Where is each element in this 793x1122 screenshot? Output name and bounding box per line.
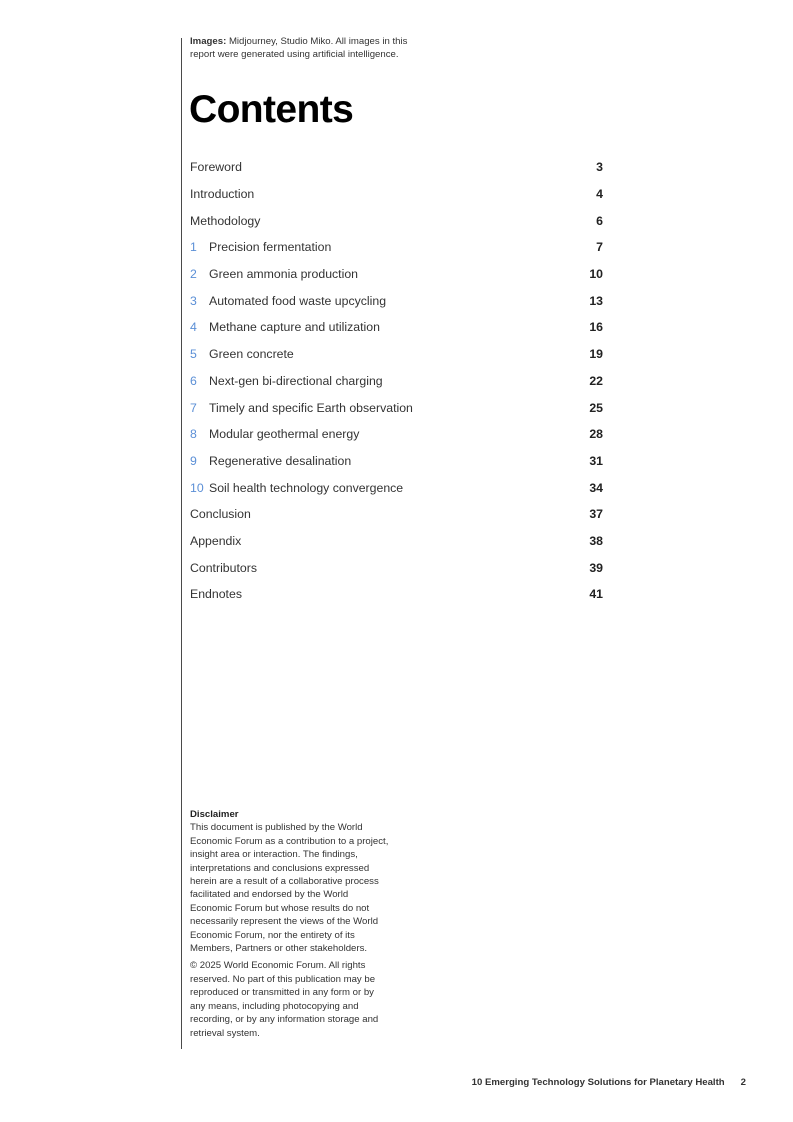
toc-entry-label: Soil health technology convergence bbox=[209, 480, 404, 495]
toc-entry-page-number: 39 bbox=[589, 560, 603, 575]
toc-entry-page-number: 28 bbox=[589, 427, 603, 442]
toc-entry-page-number: 22 bbox=[589, 373, 603, 388]
toc-entry[interactable] bbox=[190, 394, 603, 421]
toc-entry[interactable] bbox=[190, 421, 603, 448]
toc-entry[interactable] bbox=[190, 554, 603, 581]
toc-entry-page-number: 31 bbox=[589, 453, 603, 468]
toc-entry-label: Timely and specific Earth observation bbox=[209, 400, 413, 415]
toc-entry-page-number: 4 bbox=[596, 187, 603, 202]
toc-entry-page-number: 37 bbox=[589, 507, 603, 522]
toc-entry-page-number: 38 bbox=[589, 533, 603, 548]
toc-entry[interactable] bbox=[190, 581, 603, 608]
toc-entry[interactable] bbox=[190, 341, 603, 368]
toc-entry-number: 8 bbox=[190, 427, 197, 442]
toc-entry-label: Contributors bbox=[190, 560, 257, 575]
toc-entry-page-number: 16 bbox=[589, 320, 603, 335]
toc-entry-number: 3 bbox=[190, 293, 197, 308]
disclaimer-heading: Disclaimer bbox=[190, 809, 239, 820]
toc-entry-label: Green concrete bbox=[209, 347, 294, 362]
toc-entry-page-number: 19 bbox=[589, 347, 603, 362]
toc-entry[interactable] bbox=[190, 501, 603, 528]
toc-entry-page-number: 3 bbox=[596, 160, 603, 175]
copyright-notice: © 2025 World Economic Forum. All rights reserved. No part of this publication may be reproduced or transmitted in any form or by any means, including photocopying and recording, or by any information storage and retrieval system. bbox=[190, 960, 379, 1039]
credits-text: Midjourney, Studio Miko. All images in this report were generated using artificial intelligence. bbox=[190, 36, 408, 60]
toc-entry[interactable] bbox=[190, 528, 603, 555]
disclaimer-body: This document is published by the World Economic Forum as a contribution to a project, insight area or interaction. The findings, interpretations and conclusions expressed herein are a result of a collaborative process facilitated and endorsed by the World Economic Forum but whose results do not necessarily represent the views of the World Economic Forum, nor the entirety of its Members, Partners or other stakeholders. bbox=[190, 822, 389, 955]
toc-entry-number: 4 bbox=[190, 320, 197, 335]
toc-entry-page-number: 25 bbox=[589, 400, 603, 415]
table-of-contents bbox=[190, 154, 603, 608]
toc-entry-page-number: 41 bbox=[589, 587, 603, 602]
toc-entry-number: 6 bbox=[190, 373, 197, 388]
disclaimer bbox=[190, 808, 390, 1040]
page-footer bbox=[472, 1077, 746, 1088]
toc-entry-label: Introduction bbox=[190, 187, 255, 202]
toc-entry[interactable] bbox=[190, 181, 603, 208]
toc-entry-number: 7 bbox=[190, 400, 197, 415]
toc-entry-label: Methane capture and utilization bbox=[209, 320, 380, 335]
toc-entry-label: Conclusion bbox=[190, 507, 251, 522]
toc-entry[interactable] bbox=[190, 448, 603, 475]
toc-entry-label: Regenerative desalination bbox=[209, 453, 352, 468]
toc-entry-number: 1 bbox=[190, 240, 197, 255]
toc-entry-label: Green ammonia production bbox=[209, 267, 359, 282]
toc-entry[interactable] bbox=[190, 314, 603, 341]
toc-entry-label: Foreword bbox=[190, 160, 242, 175]
toc-entry-label: Endnotes bbox=[190, 587, 242, 602]
toc-entry[interactable] bbox=[190, 261, 603, 288]
toc-entry-number: 5 bbox=[190, 347, 197, 362]
toc-entry[interactable] bbox=[190, 207, 603, 234]
toc-entry-number: 10 bbox=[190, 480, 204, 495]
image-credits bbox=[190, 35, 430, 61]
vertical-rule bbox=[181, 38, 182, 1049]
toc-entry-label: Appendix bbox=[190, 533, 242, 548]
toc-entry-number: 9 bbox=[190, 453, 197, 468]
toc-entry[interactable] bbox=[190, 287, 603, 314]
toc-entry[interactable] bbox=[190, 368, 603, 395]
page-title: Contents bbox=[189, 88, 354, 131]
footer-title: 10 Emerging Technology Solutions for Planetary Health bbox=[471, 1077, 725, 1088]
toc-entry-page-number: 10 bbox=[589, 267, 603, 282]
toc-entry-page-number: 6 bbox=[596, 213, 603, 228]
toc-entry-label: Methodology bbox=[190, 213, 261, 228]
toc-entry-page-number: 13 bbox=[589, 293, 603, 308]
toc-entry[interactable] bbox=[190, 154, 603, 181]
toc-entry-label: Next-gen bi-directional charging bbox=[209, 373, 383, 388]
toc-entry[interactable] bbox=[190, 234, 603, 261]
footer-page-number: 2 bbox=[740, 1077, 746, 1088]
toc-entry-number: 2 bbox=[190, 267, 197, 282]
toc-entry[interactable] bbox=[190, 474, 603, 501]
toc-entry-label: Automated food waste upcycling bbox=[209, 293, 387, 308]
credits-label: Images: bbox=[190, 36, 227, 47]
toc-entry-label: Modular geothermal energy bbox=[209, 427, 360, 442]
toc-entry-label: Precision fermentation bbox=[209, 240, 332, 255]
toc-entry-page-number: 7 bbox=[596, 240, 603, 255]
toc-entry-page-number: 34 bbox=[589, 480, 603, 495]
